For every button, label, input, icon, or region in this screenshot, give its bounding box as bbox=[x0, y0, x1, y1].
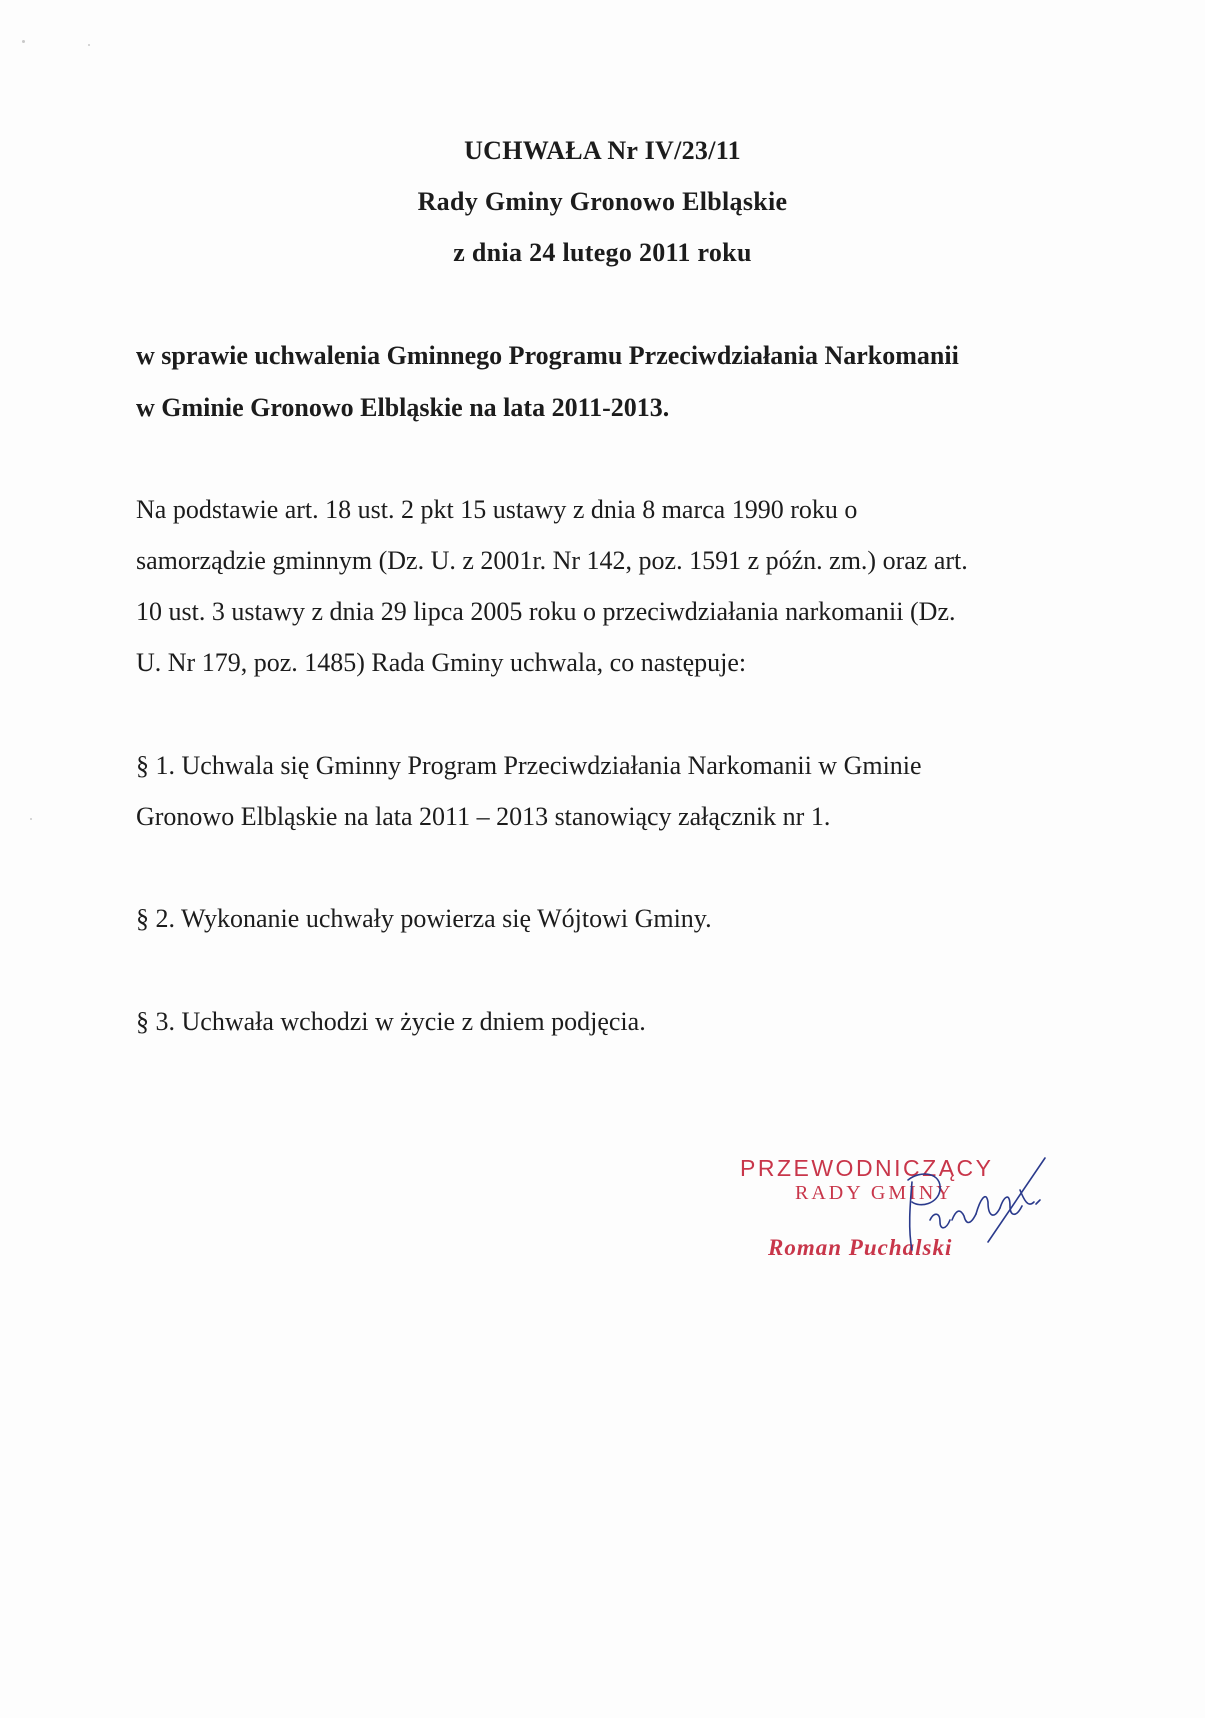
paragraph-3: § 3. Uchwała wchodzi w życie z dniem podjęcia. bbox=[136, 1007, 646, 1036]
paragraph-1-line-2: Gronowo Elbląskie na lata 2011 – 2013 stanowiący załącznik nr 1. bbox=[136, 802, 831, 831]
resolution-date: z dnia 24 lutego 2011 roku bbox=[453, 238, 752, 267]
scan-speck bbox=[88, 44, 90, 46]
stamp-title: PRZEWODNICZĄCY bbox=[740, 1155, 994, 1181]
handwritten-signature bbox=[860, 1150, 1060, 1260]
paragraph-2: § 2. Wykonanie uchwały powierza się Wójtowi Gminy. bbox=[136, 904, 712, 933]
subject-line-1: w sprawie uchwalenia Gminnego Programu Przeciwdziałania Narkomanii bbox=[136, 341, 959, 370]
scan-speck bbox=[22, 40, 25, 43]
stamp-subtitle: RADY GMINY bbox=[795, 1182, 954, 1204]
preamble-line-1: Na podstawie art. 18 ust. 2 pkt 15 ustawy z dnia 8 marca 1990 roku o bbox=[136, 495, 858, 524]
subject-line-2: w Gminie Gronowo Elbląskie na lata 2011-2013. bbox=[136, 393, 670, 422]
resolution-issuer: Rady Gminy Gronowo Elbląskie bbox=[417, 187, 788, 216]
stamp-name: Roman Puchalski bbox=[768, 1235, 953, 1260]
scan-speck bbox=[30, 818, 32, 820]
resolution-title: UCHWAŁA Nr IV/23/11 bbox=[464, 136, 741, 165]
paragraph-1-line-1: § 1. Uchwala się Gminny Program Przeciwdziałania Narkomanii w Gminie bbox=[136, 751, 922, 780]
preamble-line-2: samorządzie gminnym (Dz. U. z 2001r. Nr 142, poz. 1591 z późn. zm.) oraz art. bbox=[136, 546, 968, 575]
preamble-line-3: 10 ust. 3 ustawy z dnia 29 lipca 2005 roku o przeciwdziałania narkomanii (Dz. bbox=[136, 597, 956, 626]
preamble-line-4: U. Nr 179, poz. 1485) Rada Gminy uchwala, co następuje: bbox=[136, 648, 747, 677]
